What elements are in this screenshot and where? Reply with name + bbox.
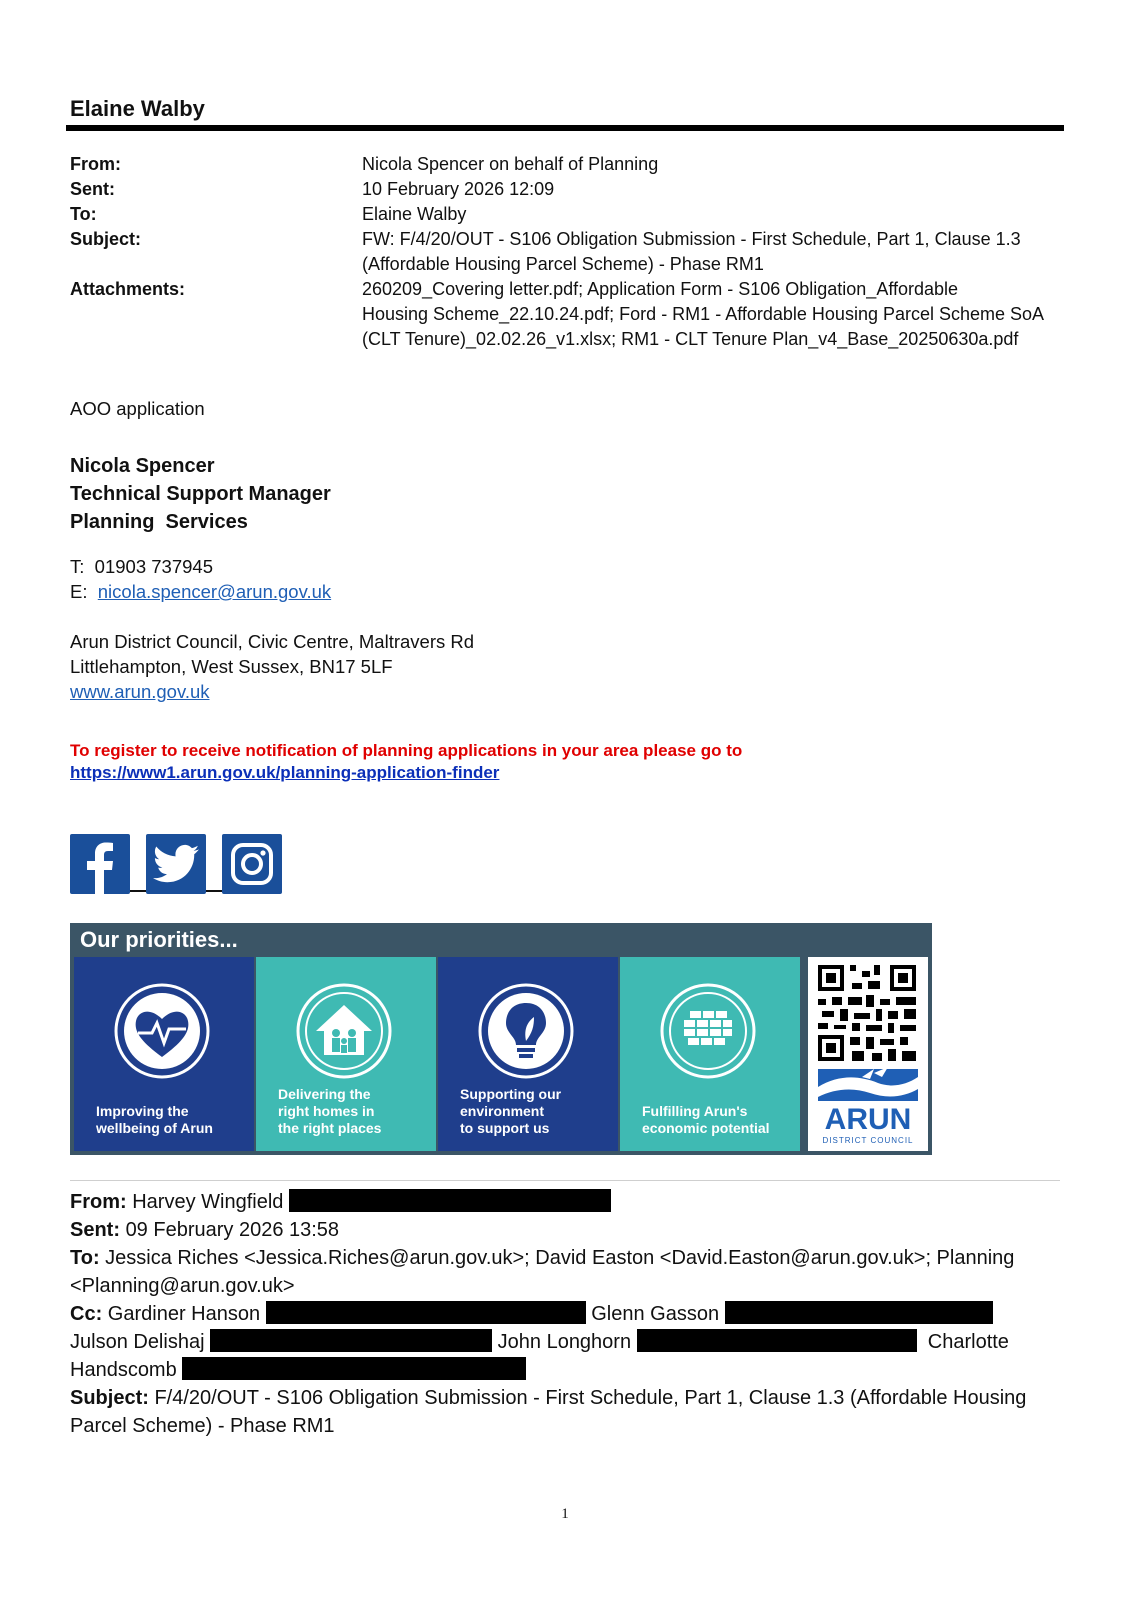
to-label: To: (70, 204, 97, 224)
subject-label: Subject: (70, 229, 142, 249)
banner-title: Our priorities... (80, 927, 238, 952)
qr-code-icon (808, 957, 928, 1151)
link-underline (206, 834, 222, 894)
signature-name: Nicola Spencer (70, 455, 215, 477)
redaction-bar (725, 1301, 993, 1324)
attachments-label: Attachments: (70, 279, 186, 299)
forward-separator (70, 1180, 1060, 1181)
facebook-icon[interactable] (70, 834, 130, 894)
fwd-to-value-cont: <Planning@arun.gov.uk> (70, 1275, 295, 1297)
tile-caption: Fulfilling Arun's economic potential (642, 1103, 770, 1136)
priority-tile-wellbeing (74, 957, 254, 1151)
forwarded-header (70, 1188, 1060, 1440)
attachments-line: Housing Scheme_22.10.24.pdf; Ford - RM1 - Affordable Housing Parcel Scheme SoA (362, 304, 1045, 324)
signature-block (70, 452, 331, 536)
from-value: Nicola Spencer on behalf of Planning (362, 154, 659, 174)
contact-block (70, 554, 331, 604)
redaction-bar (182, 1357, 526, 1380)
fwd-subject-label: Subject: (70, 1387, 149, 1409)
tile-caption: Delivering the right homes in the right places (278, 1086, 382, 1136)
address-line: Littlehampton, West Sussex, BN17 5LF (70, 656, 393, 677)
address-line: Arun District Council, Civic Centre, Maltravers Rd (70, 631, 475, 652)
fwd-from-value: Harvey Wingfield (132, 1191, 284, 1213)
priority-tile-economy (620, 957, 800, 1151)
cc-name: Gardiner Hanson (107, 1303, 261, 1325)
phone-label: T: (70, 556, 85, 577)
attachments-line: 260209_Covering letter.pdf; Application Form - S106 Obligation_Affordable (362, 279, 959, 299)
redaction-bar (266, 1301, 586, 1324)
cc-name: Handscomb (70, 1359, 177, 1381)
social-links (70, 834, 282, 894)
signature-department: Planning Services (70, 511, 248, 533)
signature-role: Technical Support Manager (70, 483, 331, 505)
arun-logo-subtext: DISTRICT COUNCIL (822, 1136, 914, 1145)
email-link[interactable]: nicola.spencer@arun.gov.uk (97, 581, 332, 602)
fwd-sent-value: 09 February 2026 13:58 (125, 1219, 340, 1241)
lightbulb-leaf-icon (476, 981, 576, 1081)
redaction-bar (210, 1329, 492, 1352)
sent-label: Sent: (70, 179, 115, 199)
email-label: E: (70, 581, 88, 602)
house-family-icon (294, 981, 394, 1081)
attachments-value[interactable] (362, 277, 1070, 352)
redaction-bar (637, 1329, 917, 1352)
notice-text: To register to receive notification of planning applications in your area please go to (70, 741, 743, 760)
subject-value (362, 227, 1070, 277)
cc-name: Charlotte (927, 1331, 1009, 1353)
notice-link[interactable]: https://www1.arun.gov.uk/planning-application-finder (70, 763, 500, 782)
cc-name: Glenn Gasson (591, 1303, 720, 1325)
to-value: Elaine Walby (362, 204, 467, 224)
priority-tile-environment (438, 957, 618, 1151)
attachments-line: (CLT Tenure)_02.02.26_v1.xlsx; RM1 - CLT Tenure Plan_v4_Base_20250630a.pdf (362, 329, 1019, 349)
fwd-subject-value-cont: Parcel Scheme) - Phase RM1 (70, 1415, 335, 1437)
tile-caption: Supporting our environment to support us (460, 1086, 562, 1136)
address-block (70, 629, 474, 704)
sent-value: 10 February 2026 12:09 (362, 179, 555, 199)
website-link[interactable]: www.arun.gov.uk (70, 681, 210, 702)
subject-line: FW: F/4/20/OUT - S106 Obligation Submission - First Schedule, Part 1, Clause 1.3 (362, 229, 1021, 249)
priorities-banner (70, 923, 932, 1155)
cc-name: Julson Delishaj (70, 1331, 205, 1353)
fwd-subject-value: F/4/20/OUT - S106 Obligation Submission - First Schedule, Part 1, Clause 1.3 (Affordable Housing (154, 1387, 1027, 1409)
mailbox-owner-name: Elaine Walby (70, 96, 205, 121)
page-number: 1 (561, 1506, 569, 1522)
instagram-icon[interactable] (222, 834, 282, 894)
body-intro: AOO application (70, 398, 205, 419)
priority-tile-homes (256, 957, 436, 1151)
arun-logo-panel (808, 957, 928, 1151)
email-header (70, 152, 1070, 352)
fwd-to-label: To: (70, 1247, 100, 1269)
from-label: From: (70, 154, 121, 174)
redaction-bar (289, 1189, 611, 1212)
phone-number: 01903 737945 (94, 556, 213, 577)
cc-name: John Longhorn (497, 1331, 632, 1353)
fwd-sent-label: Sent: (70, 1219, 120, 1241)
header-rule (66, 125, 1064, 131)
brick-wall-icon (658, 981, 758, 1081)
planning-notice (70, 740, 742, 784)
twitter-icon[interactable] (146, 834, 206, 894)
fwd-cc-label: Cc: (70, 1303, 103, 1325)
tile-caption: Improving the wellbeing of Arun (96, 1103, 213, 1136)
subject-line: (Affordable Housing Parcel Scheme) - Phase RM1 (362, 254, 764, 274)
arun-logo-text: ARUN (824, 1103, 912, 1136)
fwd-from-label: From: (70, 1191, 127, 1213)
fwd-to-value: Jessica Riches <Jessica.Riches@arun.gov.uk>; David Easton <David.Easton@arun.gov.uk>; Planning (105, 1247, 1015, 1269)
heart-pulse-icon (112, 981, 212, 1081)
link-underline (130, 834, 146, 894)
